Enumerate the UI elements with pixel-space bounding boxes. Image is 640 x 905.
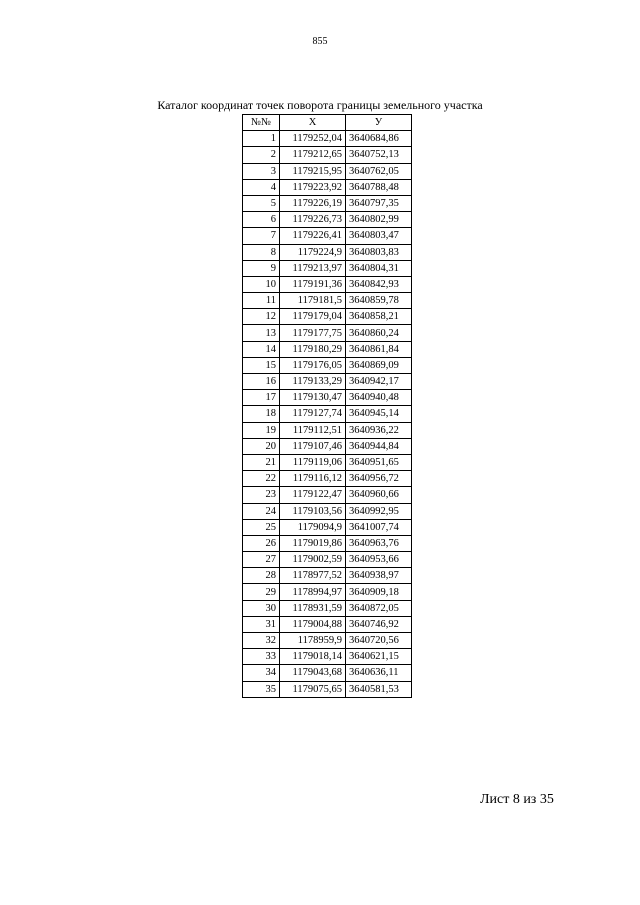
y-coordinate-cell: 3640960,66	[346, 487, 412, 503]
y-coordinate-cell: 3640953,66	[346, 552, 412, 568]
x-coordinate-cell: 1179226,41	[280, 228, 346, 244]
y-coordinate-cell: 3640942,17	[346, 374, 412, 390]
x-coordinate-cell: 1178959,9	[280, 633, 346, 649]
y-coordinate-cell: 3640861,84	[346, 341, 412, 357]
table-row	[243, 422, 412, 438]
x-coordinate-cell: 1179116,12	[280, 471, 346, 487]
y-coordinate-cell: 3640788,48	[346, 179, 412, 195]
point-number-cell: 30	[243, 600, 280, 616]
point-number-cell: 9	[243, 260, 280, 276]
y-coordinate-cell: 3640720,56	[346, 633, 412, 649]
y-coordinate-cell: 3640945,14	[346, 406, 412, 422]
table-row	[243, 568, 412, 584]
table-row	[243, 487, 412, 503]
table-row	[243, 195, 412, 211]
table-row	[243, 260, 412, 276]
table-row	[243, 665, 412, 681]
y-coordinate-cell: 3640804,31	[346, 260, 412, 276]
x-coordinate-cell: 1179094,9	[280, 519, 346, 535]
table-row	[243, 325, 412, 341]
point-number-cell: 13	[243, 325, 280, 341]
table-caption: Каталог координат точек поворота границы земельного участка	[157, 98, 483, 112]
point-number-cell: 26	[243, 535, 280, 551]
point-number-cell: 6	[243, 212, 280, 228]
table-row	[243, 374, 412, 390]
y-coordinate-cell: 3640936,22	[346, 422, 412, 438]
x-coordinate-cell: 1179018,14	[280, 649, 346, 665]
table-row	[243, 276, 412, 292]
y-coordinate-cell: 3640940,48	[346, 390, 412, 406]
y-coordinate-cell: 3640869,09	[346, 357, 412, 373]
point-number-cell: 34	[243, 665, 280, 681]
y-coordinate-cell: 3641007,74	[346, 519, 412, 535]
point-number-cell: 28	[243, 568, 280, 584]
table-row	[243, 309, 412, 325]
header-row	[243, 115, 412, 131]
point-number-cell: 10	[243, 276, 280, 292]
x-coordinate-cell: 1179004,88	[280, 616, 346, 632]
table-row	[243, 552, 412, 568]
x-coordinate-cell: 1179002,59	[280, 552, 346, 568]
point-number-cell: 5	[243, 195, 280, 211]
x-coordinate-cell: 1179107,46	[280, 438, 346, 454]
point-number-cell: 29	[243, 584, 280, 600]
header-x: X	[280, 115, 346, 131]
header-number: №№	[243, 115, 280, 131]
y-coordinate-cell: 3640746,92	[346, 616, 412, 632]
x-coordinate-cell: 1179103,56	[280, 503, 346, 519]
x-coordinate-cell: 1179133,29	[280, 374, 346, 390]
x-coordinate-cell: 1179119,06	[280, 454, 346, 470]
x-coordinate-cell: 1179075,65	[280, 681, 346, 697]
table-row	[243, 471, 412, 487]
x-coordinate-cell: 1179191,36	[280, 276, 346, 292]
y-coordinate-cell: 3640858,21	[346, 309, 412, 325]
y-coordinate-cell: 3640963,76	[346, 535, 412, 551]
table-row	[243, 584, 412, 600]
table-row	[243, 681, 412, 697]
point-number-cell: 32	[243, 633, 280, 649]
table-row	[243, 649, 412, 665]
y-coordinate-cell: 3640636,11	[346, 665, 412, 681]
table-row	[243, 179, 412, 195]
point-number-cell: 18	[243, 406, 280, 422]
point-number-cell: 25	[243, 519, 280, 535]
y-coordinate-cell: 3640803,83	[346, 244, 412, 260]
point-number-cell: 16	[243, 374, 280, 390]
y-coordinate-cell: 3640938,97	[346, 568, 412, 584]
table-row	[243, 519, 412, 535]
table-row	[243, 341, 412, 357]
y-coordinate-cell: 3640581,53	[346, 681, 412, 697]
table-row	[243, 616, 412, 632]
point-number-cell: 14	[243, 341, 280, 357]
y-coordinate-cell: 3640956,72	[346, 471, 412, 487]
x-coordinate-cell: 1179212,65	[280, 147, 346, 163]
x-coordinate-cell: 1179252,04	[280, 131, 346, 147]
x-coordinate-cell: 1179215,95	[280, 163, 346, 179]
point-number-cell: 4	[243, 179, 280, 195]
x-coordinate-cell: 1178994,97	[280, 584, 346, 600]
x-coordinate-cell: 1179179,04	[280, 309, 346, 325]
y-coordinate-cell: 3640860,24	[346, 325, 412, 341]
y-coordinate-cell: 3640797,35	[346, 195, 412, 211]
y-coordinate-cell: 3640909,18	[346, 584, 412, 600]
point-number-cell: 24	[243, 503, 280, 519]
table-row	[243, 633, 412, 649]
sheet-label: Лист 8 из 35	[480, 792, 554, 807]
x-coordinate-cell: 1179180,29	[280, 341, 346, 357]
y-coordinate-cell: 3640621,15	[346, 649, 412, 665]
table-row	[243, 293, 412, 309]
coordinates-table	[242, 114, 412, 698]
x-coordinate-cell: 1179213,97	[280, 260, 346, 276]
point-number-cell: 20	[243, 438, 280, 454]
y-coordinate-cell: 3640872,05	[346, 600, 412, 616]
table-header	[243, 115, 412, 131]
x-coordinate-cell: 1179019,86	[280, 535, 346, 551]
point-number-cell: 2	[243, 147, 280, 163]
y-coordinate-cell: 3640859,78	[346, 293, 412, 309]
point-number-cell: 19	[243, 422, 280, 438]
table-row	[243, 163, 412, 179]
point-number-cell: 27	[243, 552, 280, 568]
point-number-cell: 33	[243, 649, 280, 665]
point-number-cell: 21	[243, 454, 280, 470]
table-row	[243, 535, 412, 551]
table-row	[243, 390, 412, 406]
table-row	[243, 228, 412, 244]
table-row	[243, 357, 412, 373]
x-coordinate-cell: 1179181,5	[280, 293, 346, 309]
y-coordinate-cell: 3640803,47	[346, 228, 412, 244]
x-coordinate-cell: 1178977,52	[280, 568, 346, 584]
table-row	[243, 503, 412, 519]
point-number-cell: 35	[243, 681, 280, 697]
point-number-cell: 31	[243, 616, 280, 632]
x-coordinate-cell: 1179130,47	[280, 390, 346, 406]
point-number-cell: 12	[243, 309, 280, 325]
point-number-cell: 3	[243, 163, 280, 179]
table-row	[243, 131, 412, 147]
point-number-cell: 1	[243, 131, 280, 147]
x-coordinate-cell: 1179112,51	[280, 422, 346, 438]
table-row	[243, 244, 412, 260]
point-number-cell: 15	[243, 357, 280, 373]
y-coordinate-cell: 3640802,99	[346, 212, 412, 228]
y-coordinate-cell: 3640944,84	[346, 438, 412, 454]
x-coordinate-cell: 1179043,68	[280, 665, 346, 681]
y-coordinate-cell: 3640752,13	[346, 147, 412, 163]
point-number-cell: 7	[243, 228, 280, 244]
y-coordinate-cell: 3640951,65	[346, 454, 412, 470]
table-row	[243, 147, 412, 163]
table-row	[243, 600, 412, 616]
table-row	[243, 406, 412, 422]
x-coordinate-cell: 1179127,74	[280, 406, 346, 422]
y-coordinate-cell: 3640992,95	[346, 503, 412, 519]
y-coordinate-cell: 3640842,93	[346, 276, 412, 292]
point-number-cell: 11	[243, 293, 280, 309]
table-row	[243, 438, 412, 454]
table-body	[243, 131, 412, 698]
x-coordinate-cell: 1179226,19	[280, 195, 346, 211]
x-coordinate-cell: 1178931,59	[280, 600, 346, 616]
point-number-cell: 8	[243, 244, 280, 260]
x-coordinate-cell: 1179122,47	[280, 487, 346, 503]
x-coordinate-cell: 1179223,92	[280, 179, 346, 195]
y-coordinate-cell: 3640684,86	[346, 131, 412, 147]
point-number-cell: 23	[243, 487, 280, 503]
y-coordinate-cell: 3640762,05	[346, 163, 412, 179]
point-number-cell: 17	[243, 390, 280, 406]
x-coordinate-cell: 1179176,05	[280, 357, 346, 373]
page-number: 855	[312, 36, 328, 47]
point-number-cell: 22	[243, 471, 280, 487]
x-coordinate-cell: 1179224,9	[280, 244, 346, 260]
table-row	[243, 212, 412, 228]
header-y: У	[346, 115, 412, 131]
x-coordinate-cell: 1179177,75	[280, 325, 346, 341]
table-row	[243, 454, 412, 470]
x-coordinate-cell: 1179226,73	[280, 212, 346, 228]
